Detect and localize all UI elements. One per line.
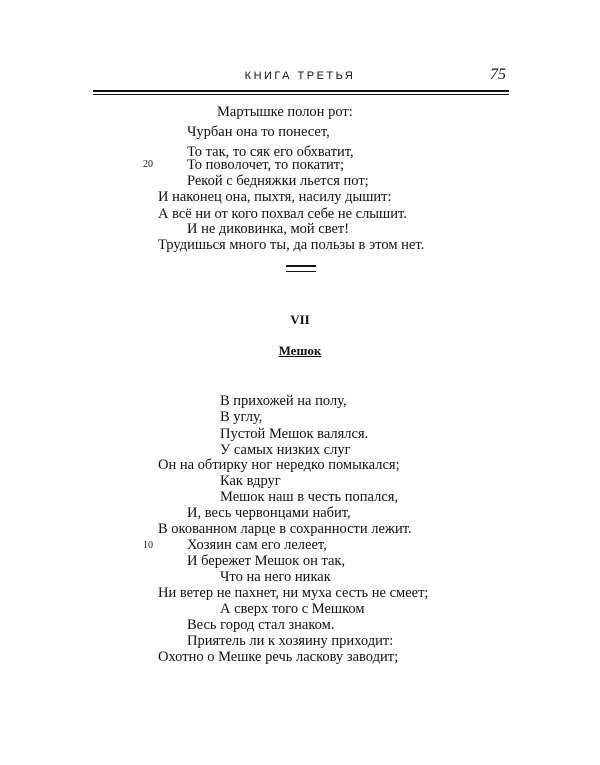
verse-line: Хозяин сам его лелеет,	[187, 537, 327, 553]
verse-line: У самых низких слуг	[220, 442, 351, 458]
verse-line: И, весь червонцами набит,	[187, 505, 351, 521]
verse-line: То поволочет, то покатит;	[187, 157, 345, 173]
line-number: 10	[143, 540, 153, 551]
verse-line: Приятель ли к хозяину приходит:	[187, 633, 394, 649]
verse-line: А всё ни от кого похвал себе не слышит.	[158, 206, 407, 222]
verse-line: Пустой Мешок валялся.	[220, 426, 369, 442]
verse-line: Мешок наш в честь попался,	[220, 489, 399, 505]
verse-line: В углу,	[220, 409, 263, 425]
verse-line: Весь город стал знаком.	[187, 617, 335, 633]
verse-line: Как вдруг	[220, 473, 281, 489]
verse-line: Мартышке полон рот:	[217, 104, 353, 120]
header-rule-thin	[93, 94, 509, 95]
verse-line: А сверх того с Мешком	[220, 601, 365, 617]
verse-line: В прихожей на полу,	[220, 393, 347, 409]
verse-line: Что на него никак	[220, 569, 331, 585]
verse-line: Трудишься много ты, да пользы в этом нет.	[158, 237, 425, 253]
fable-number: VII	[290, 312, 310, 327]
running-head: КНИГА ТРЕТЬЯ	[244, 70, 356, 82]
verse-line: И наконец она, пыхтя, насилу дышит:	[158, 189, 392, 205]
verse-line: Чурбан она то понесет,	[187, 124, 330, 140]
header-rule-thick	[93, 90, 509, 92]
section-separator	[286, 265, 316, 272]
verse-line: И бережет Мешок он так,	[187, 553, 346, 569]
page-number: 75	[490, 66, 506, 83]
verse-line: В окованном ларце в сохранности лежит.	[158, 521, 412, 537]
verse-line: Он на обтирку ног нередко помыкался;	[158, 457, 400, 473]
line-number: 20	[143, 159, 153, 170]
verse-line: Охотно о Мешке речь ласкову заводит;	[158, 649, 399, 665]
verse-line: То так, то сяк его обхватит,	[187, 144, 354, 160]
fable-title: Мешок	[278, 343, 322, 358]
verse-line: Рекой с бедняжки льется пот;	[187, 173, 369, 189]
verse-line: И не диковинка, мой свет!	[187, 221, 350, 237]
verse-line: Ни ветер не пахнет, ни муха сесть не смеет;	[158, 585, 429, 601]
